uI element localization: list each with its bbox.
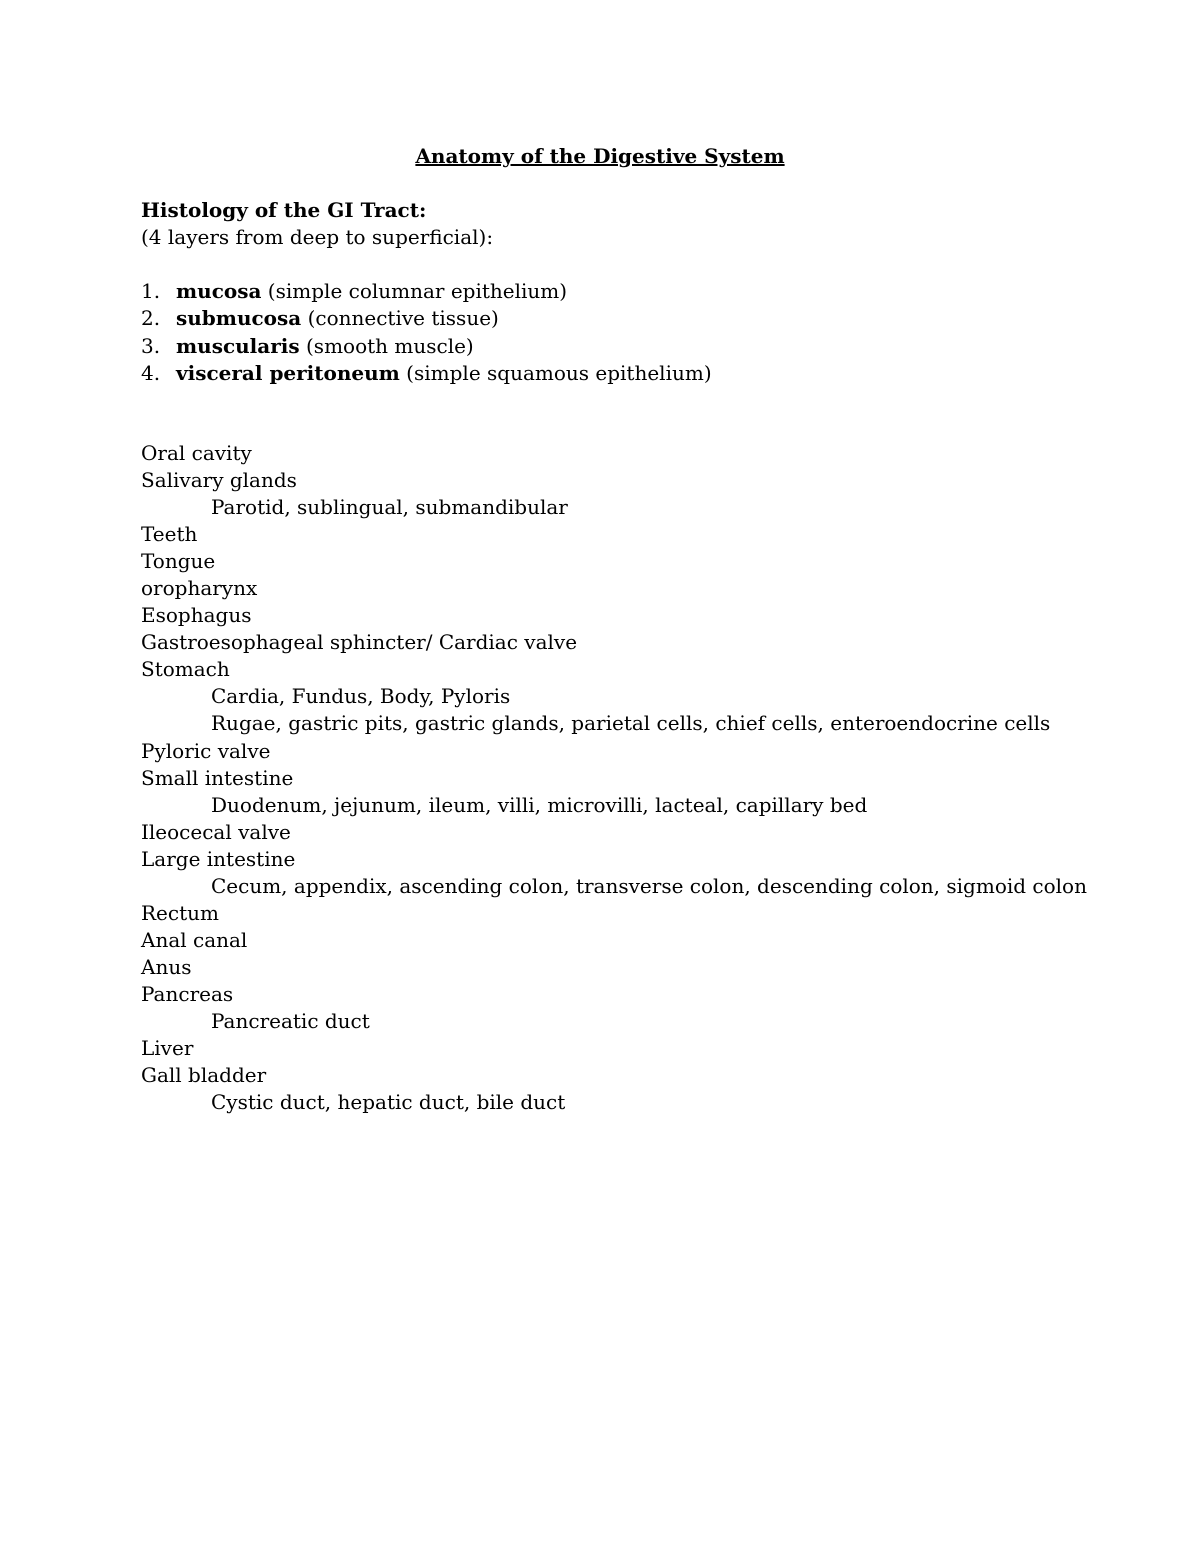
organ-subitem: Duodenum, jejunum, ileum, villi, microvilli, lacteal, capillary bed <box>211 792 868 817</box>
organ-item: Liver <box>141 1036 194 1061</box>
layer-number: 2. <box>141 306 161 331</box>
layer-item <box>141 360 712 387</box>
layer-item <box>141 278 712 305</box>
document-title: Anatomy of the Digestive System <box>415 144 785 168</box>
histology-layer-list <box>141 278 712 387</box>
layer-description: (connective tissue) <box>301 306 499 331</box>
organ-subitem: Cystic duct, hepatic duct, bile duct <box>211 1090 566 1115</box>
layer-term: muscularis <box>176 333 300 358</box>
organ-list <box>141 440 1087 1116</box>
organ-item: Pyloric valve <box>141 738 271 763</box>
organ-item: Stomach <box>141 657 230 682</box>
organ-subitem: Cecum, appendix, ascending colon, transverse colon, descending colon, sigmoid colon <box>211 873 1087 898</box>
organ-item: Oral cavity <box>141 441 252 465</box>
layer-description: (smooth muscle) <box>299 333 474 358</box>
organ-item: Salivary glands <box>141 468 297 493</box>
organ-subitem: Rugae, gastric pits, gastric glands, parietal cells, chief cells, enteroendocrine cells <box>211 711 1051 736</box>
histology-heading: Histology of the GI Tract: <box>141 198 427 222</box>
histology-subheading: (4 layers from deep to superficial): <box>141 225 494 249</box>
layer-description: (simple squamous epithelium) <box>399 360 712 385</box>
layer-term: mucosa <box>176 279 262 303</box>
organ-item: Gastroesophageal sphincter/ Cardiac valve <box>141 630 578 655</box>
organ-item: Small intestine <box>141 765 294 790</box>
layer-number: 3. <box>141 333 161 358</box>
organ-subitem: Cardia, Fundus, Body, Pyloris <box>211 684 511 709</box>
layer-number: 1. <box>141 279 161 303</box>
organ-item: Gall bladder <box>141 1063 267 1088</box>
organ-item: Tongue <box>141 549 216 574</box>
organ-subitem: Parotid, sublingual, submandibular <box>211 495 568 520</box>
layer-number: 4. <box>141 360 161 385</box>
layer-term: submucosa <box>176 306 302 331</box>
organ-item: Pancreas <box>141 981 234 1006</box>
layer-description: (simple columnar epithelium) <box>261 279 568 303</box>
organ-item: Teeth <box>141 522 198 547</box>
organ-item: Ileocecal valve <box>141 819 291 844</box>
layer-item <box>141 333 712 360</box>
organ-item: Rectum <box>141 900 219 925</box>
layer-term: visceral peritoneum <box>176 360 400 385</box>
organ-item: oropharynx <box>141 576 258 601</box>
organ-subitem: Pancreatic duct <box>211 1008 370 1033</box>
layer-item <box>141 305 712 332</box>
organ-item: Anus <box>141 954 192 979</box>
organ-item: Anal canal <box>141 927 248 952</box>
organ-item: Esophagus <box>141 603 252 628</box>
organ-item: Large intestine <box>141 846 296 871</box>
